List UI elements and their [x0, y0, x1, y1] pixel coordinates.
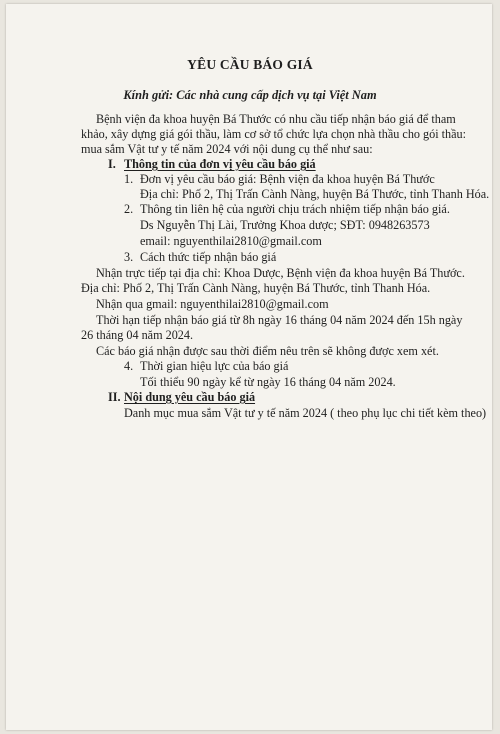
item-3-line-6: 26 tháng 04 năm 2024.	[81, 328, 194, 342]
item-1-line-1: Đơn vị yêu cầu báo giá: Bệnh viện đa khoa huyện Bá Thước	[140, 172, 435, 186]
section-2-heading: Nội dung yêu cầu báo giá	[124, 390, 256, 404]
item-3-line-4: Nhận qua gmail: nguyenthilai2810@gmail.com	[96, 297, 329, 311]
item-2-line-2: Ds Nguyễn Thị Lài, Trưởng Khoa dược; SĐT: 0948263573	[140, 218, 430, 232]
section-2-number: II.	[108, 390, 121, 404]
item-1-line-2: Địa chỉ: Phố 2, Thị Trấn Cành Nàng, huyện Bá Thước, tỉnh Thanh Hóa.	[140, 187, 490, 201]
intro-line-3: mua sắm Vật tư y tế năm 2024 với nội dung cụ thể như sau:	[81, 142, 373, 156]
item-3-line-3: Địa chỉ: Phố 2, Thị Trấn Cành Nàng, huyện Bá Thước, tỉnh Thanh Hóa.	[81, 281, 431, 295]
item-4-number: 4.	[124, 359, 134, 373]
item-3-line-5: Thời hạn tiếp nhận báo giá từ 8h ngày 16 tháng 04 năm 2024 đến 15h ngày	[96, 313, 463, 327]
item-2-email: email: nguyenthilai2810@gmail.com	[140, 234, 322, 248]
item-3-line-1: Cách thức tiếp nhận báo giá	[140, 250, 277, 264]
section-1-heading: Thông tin của đơn vị yêu cầu báo giá	[124, 157, 316, 171]
greeting: Kính gửi: Các nhà cung cấp dịch vụ tại Việt Nam	[123, 88, 377, 102]
item-3-line-7: Các báo giá nhận được sau thời điểm nêu trên sẽ không được xem xét.	[96, 344, 439, 358]
section-1-number: I.	[108, 157, 116, 171]
item-3-number: 3.	[124, 250, 134, 264]
item-1-number: 1.	[124, 172, 134, 186]
item-4-line-1: Thời gian hiệu lực của báo giá	[140, 359, 289, 373]
document-title: YÊU CẦU BÁO GIÁ	[187, 57, 313, 72]
section-2-body: Danh mục mua sắm Vật tư y tế năm 2024 ( theo phụ lục chi tiết kèm theo)	[124, 406, 487, 420]
item-2-number: 2.	[124, 202, 134, 216]
intro-line-1: Bệnh viện đa khoa huyện Bá Thước có nhu cầu tiếp nhận báo giá để tham	[96, 112, 456, 126]
item-4-line-2: Tối thiểu 90 ngày kể từ ngày 16 tháng 04 năm 2024.	[140, 375, 396, 389]
intro-line-2: khảo, xây dựng giá gói thầu, làm cơ sở tổ chức lựa chọn nhà thầu cho gói thầu:	[81, 127, 467, 141]
item-2-line-1: Thông tin liên hệ của người chịu trách nhiệm tiếp nhận báo giá.	[140, 202, 450, 216]
item-3-line-2: Nhận trực tiếp tại địa chỉ: Khoa Dược, Bệnh viện đa khoa huyện Bá Thước.	[96, 266, 465, 280]
